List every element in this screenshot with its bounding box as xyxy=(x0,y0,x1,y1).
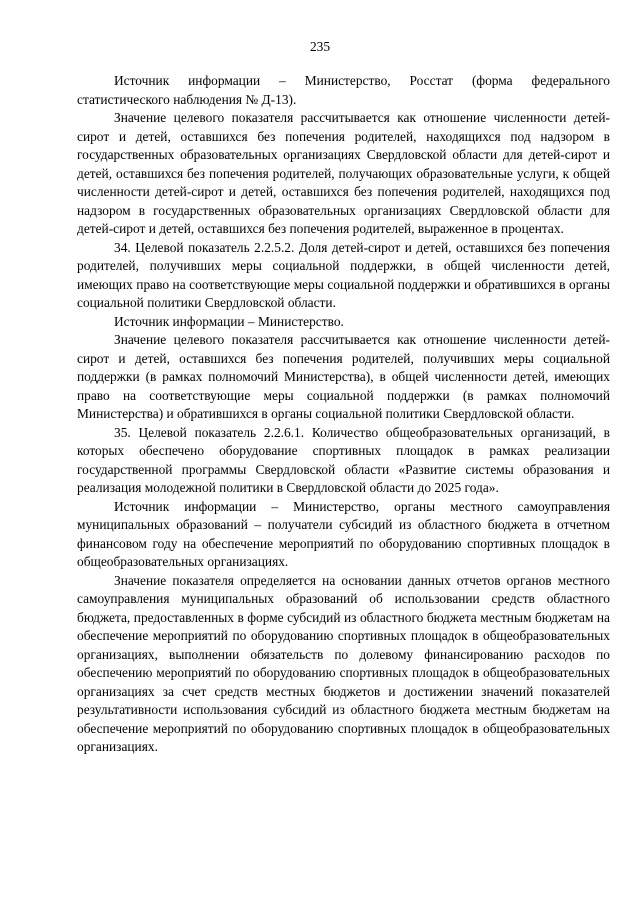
page-number: 235 xyxy=(309,39,331,54)
paragraph-source-ministry: Источник информации – Министерство. xyxy=(114,313,344,329)
paragraph-value-determination: Значение показателя определяется на основании данных отчетов органов местного самоуправления муниципальных образований об использовании средств областного бюджета, предоставленных в форме субсидий из областного бюджета местным бюджетам на обеспечение мероприятий по оборудованию спортивных площадок в общеобразовательных организациях, выполнении обязательств по долевому финансированию расходов по обеспечению мероприятий по оборудованию спортивных площадок в общеобразовательных организациях за счет средств местных бюджетов и достижении значений показателей результативности использования субсидий из областного бюджета местным бюджетам на обеспечение мероприятий по оборудованию спортивных площадок в общеобразовательных организациях. xyxy=(77,572,610,754)
paragraph-source-local-government: Источник информации – Министерство, органы местного самоуправления муниципальных образований – получатели субсидий из областного бюджета в отчетном финансовом году на обеспечение мероприятий по оборудованию спортивных площадок в общеобразовательных организациях. xyxy=(77,498,610,569)
paragraph-source-rosstat: Источник информации – Министерство, Росстат (форма федерального статистического наблюдения № Д-13). xyxy=(77,73,610,107)
paragraph-calculation-method: Значение целевого показателя рассчитывается как отношение численности детей-сирот и детей, оставшихся без попечения родителей, находящихся под надзором в государственных образовательных организациях Свердловской области для детей-сирот и детей, оставшихся без попечения родителей, получающих образовательные услуги, к общей численности детей-сирот и детей, оставшихся без попечения родителей, находящихся под надзором в государственных образовательных организациях Свердловской области для детей-сирот и детей, оставшихся без попечения родителей, выраженное в процентах. xyxy=(77,110,610,236)
paragraph-indicator-34: 34. Целевой показатель 2.2.5.2. Доля детей-сирот и детей, оставшихся без попечения родителей, получивших меры социальной поддержки, в общей численности детей, имеющих право на соответствующие меры социальной поддержки и обратившихся в органы социальной политики Свердловской области. xyxy=(77,239,610,310)
paragraph-calculation-social-support: Значение целевого показателя рассчитывается как отношение численности детей-сирот и детей, оставшихся без попечения родителей, получивших меры социальной поддержки (в рамках полномочий Министерства), в общей численности детей, имеющих право на соответствующие меры социальной поддержки (в рамках полномочий Министерства) и обратившихся в органы социальной политики Свердловской области. xyxy=(77,332,610,421)
document-body xyxy=(77,72,610,757)
paragraph-indicator-35: 35. Целевой показатель 2.2.6.1. Количество общеобразовательных организаций, в которых обеспечено оборудование спортивных площадок в рамках реализации государственной программы Свердловской области «Развитие системы образования и реализация молодежной политики в Свердловской области до 2025 года». xyxy=(77,424,610,495)
